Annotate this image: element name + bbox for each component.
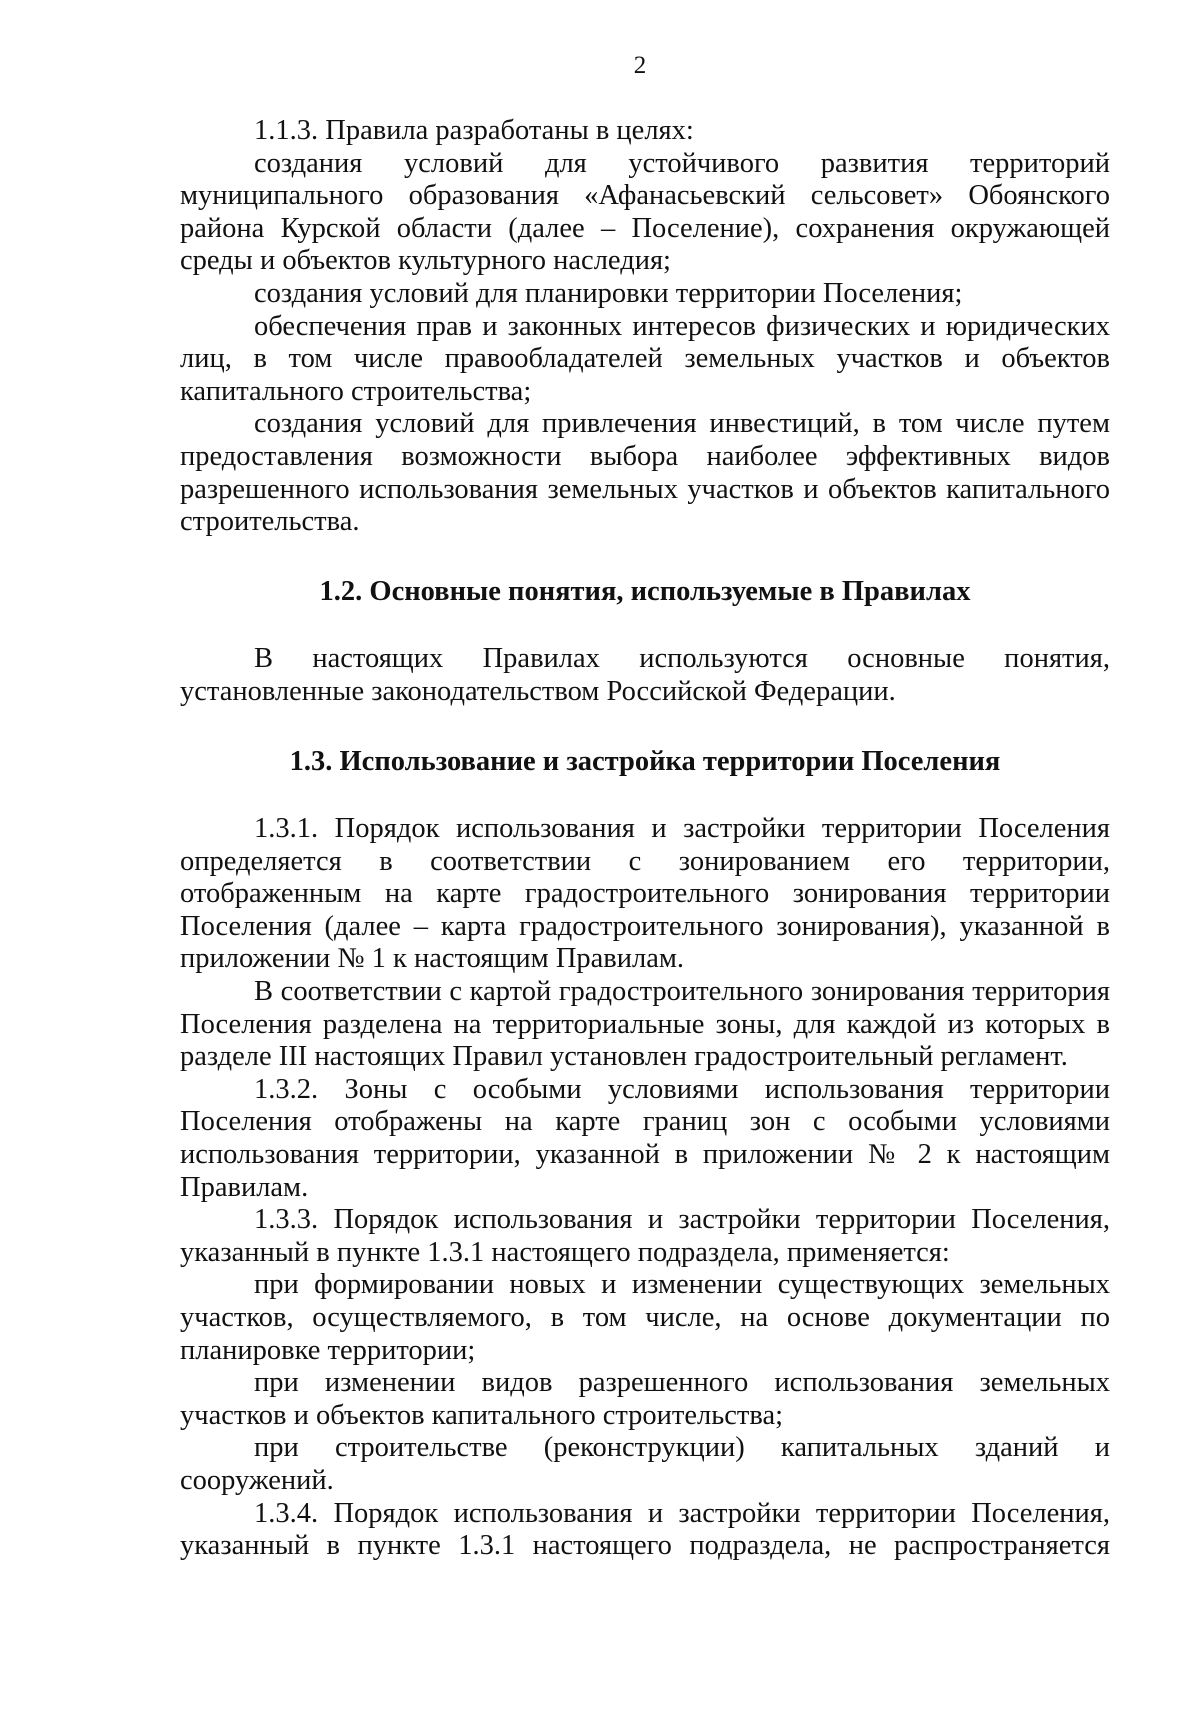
section-heading-1-3: 1.3. Использование и застройка территории Поселения <box>289 745 1001 777</box>
paragraph-1-1-3: 1.1.3. Правила разработаны в целях: <box>254 115 694 146</box>
paragraph-1-3-3: 1.3.3. Порядок использования и застройки территории Поселения, указанный в пункте 1.3.1 настоящего подраздела, применяется: <box>180 1204 1110 1268</box>
section-heading-1-2: 1.2. Основные понятия, используемые в Правилах <box>319 575 971 607</box>
paragraph-1-3-1-zones: В соответствии с картой градостроительного зонирования территория Поселения разделена на территориальные зоны, для каждой из которых в разделе III настоящих Правил установлен градостроительный регламент. <box>180 976 1110 1073</box>
document-body <box>180 115 1110 1563</box>
paragraph-goal-rights: обеспечения прав и законных интересов физических и юридических лиц, в том числе правообладателей земельных участков и объектов капитального строительства; <box>180 310 1110 407</box>
page-number: 2 <box>633 52 647 79</box>
paragraph-1-3-3-construction: при строительстве (реконструкции) капитальных зданий и сооружений. <box>180 1432 1110 1496</box>
paragraph-goal-investments: создания условий для привлечения инвестиций, в том числе путем предоставления возможности выбора наиболее эффективных видов разрешенного использования земельных участков и объектов капитального строительства. <box>180 408 1110 538</box>
paragraph-1-3-1: 1.3.1. Порядок использования и застройки территории Поселения определяется в соответствии с зонированием его территории, отображенным на карте градостроительного зонирования территории Поселения (далее – карта градостроительного зонирования), указанной в приложении № 1 к настоящим Правилам. <box>180 813 1110 975</box>
paragraph-1-3-2: 1.3.2. Зоны с особыми условиями использования территории Поселения отображены на карте границ зон с особыми условиями использования территории, указанной в приложении № 2 к настоящим Правилам. <box>180 1073 1110 1203</box>
paragraph-1-3-4: 1.3.4. Порядок использования и застройки территории Поселения, указанный в пункте 1.3.1 настоящего подраздела, не распространяется <box>180 1497 1110 1562</box>
paragraph-1-3-3-use-types: при изменении видов разрешенного использования земельных участков и объектов капитального строительства; <box>180 1367 1110 1431</box>
paragraph-goal-sustainable-development: создания условий для устойчивого развития территорий муниципального образования «Афанасьевский сельсовет» Обоянского района Курской области (далее – Поселение), сохранения окружающей среды и объектов культурного наследия; <box>180 147 1110 277</box>
paragraph-goal-planning: создания условий для планировки территории Поселения; <box>254 277 963 309</box>
paragraph-1-2: В настоящих Правилах используются основные понятия, установленные законодательством Российской Федерации. <box>180 643 1110 707</box>
paragraph-1-3-3-land-plots: при формировании новых и изменении существующих земельных участков, осуществляемого, в том числе, на основе документации по планировке территории; <box>180 1269 1110 1366</box>
